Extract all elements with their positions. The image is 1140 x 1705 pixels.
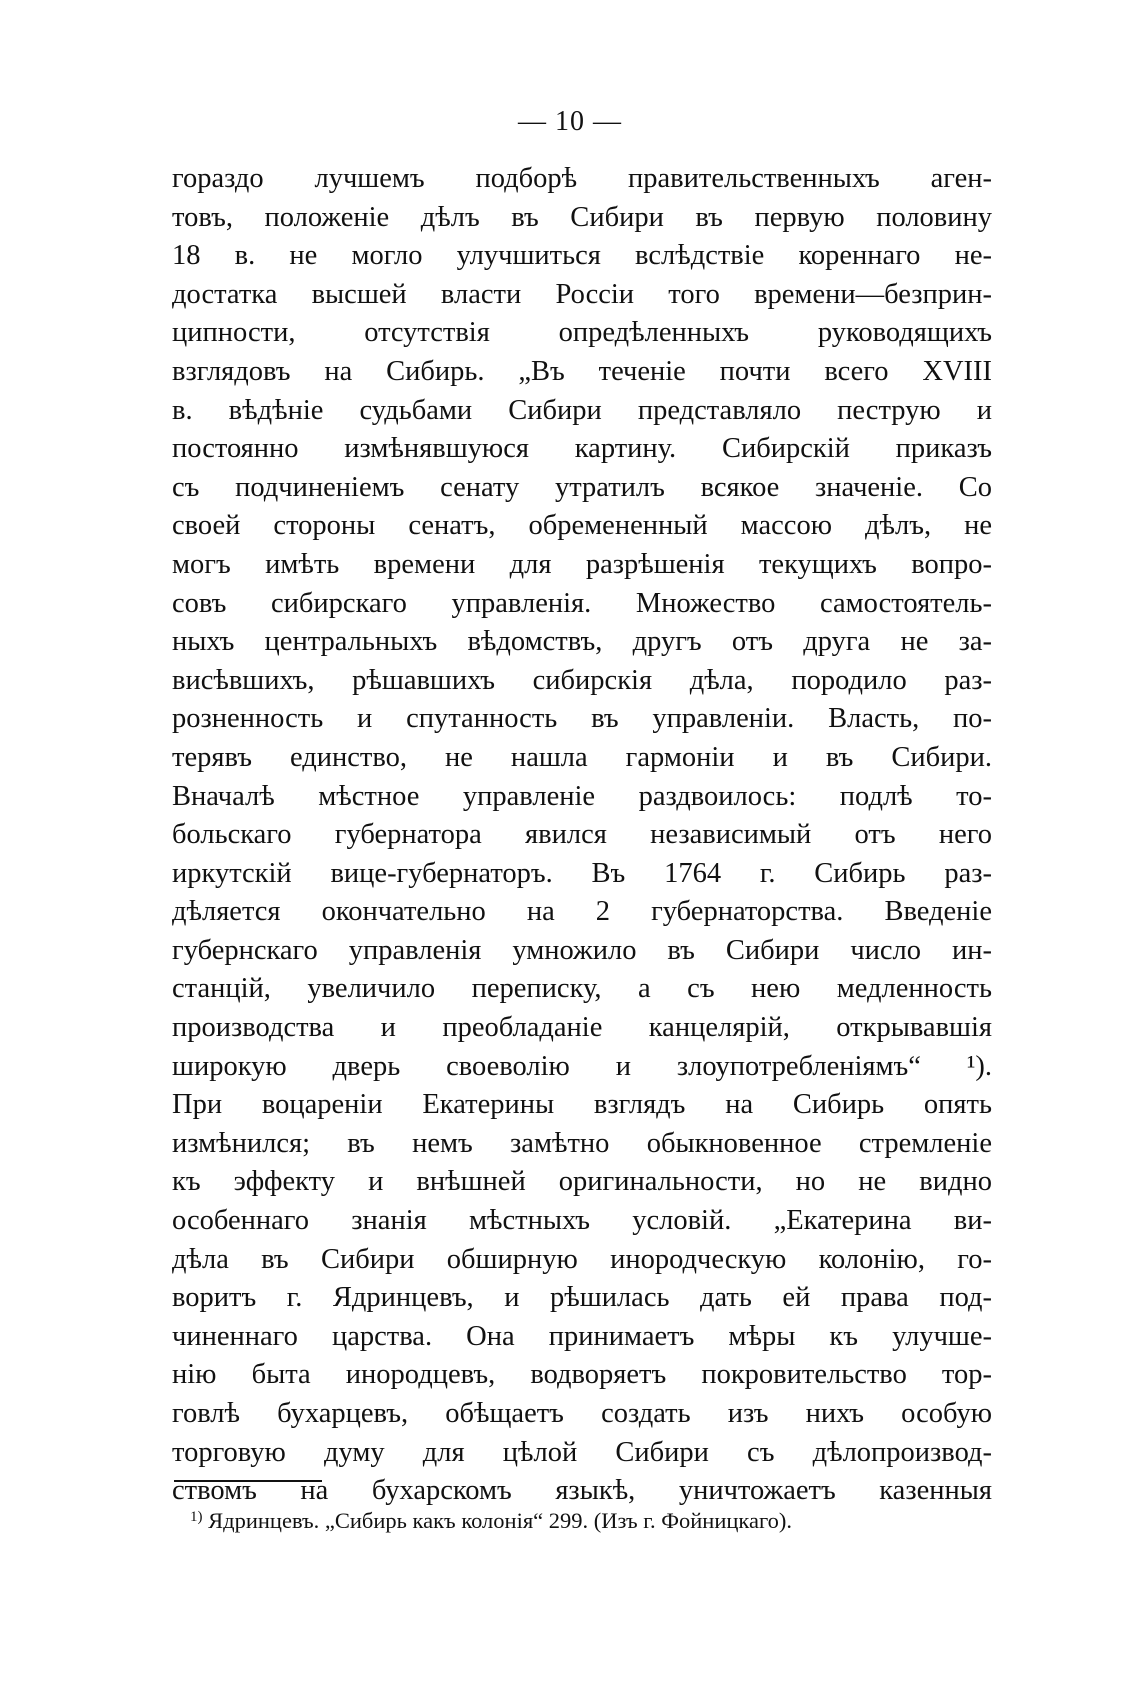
- text-line: ствомъ на бухарскомъ языкѣ, уничтожаетъ казенныя: [172, 1475, 992, 1507]
- text-line: производства и преобладаніе канцелярій, открывавшія: [172, 1012, 992, 1044]
- text-line: дѣла въ Сибири обширную инородческую колонію, го-: [172, 1243, 992, 1275]
- text-line: могъ имѣть времени для разрѣшенія текущихъ вопро-: [172, 548, 992, 580]
- text-line: в. вѣдѣніе судьбами Сибири представляло пеструю и: [172, 394, 992, 426]
- text-line: взглядовъ на Сибирь. „Въ теченіе почти всего XVIII: [172, 355, 992, 387]
- footnote-text: Ядринцевъ. „Сибирь какъ колонія“ 299. (Изъ г. Фойницкаго).: [208, 1508, 793, 1533]
- text-line: товъ, положеніе дѣлъ въ Сибири въ первую половину: [172, 201, 992, 233]
- text-line: говлѣ бухарцевъ, обѣщаетъ создать изъ нихъ особую: [172, 1398, 992, 1429]
- text-line: торговую думу для цѣлой Сибири съ дѣлопроизвод-: [172, 1436, 992, 1468]
- footnote-divider: [174, 1480, 322, 1482]
- text-line: гораздо лучшемъ подборѣ правительственныхъ аген-: [172, 163, 992, 194]
- text-line: дѣляется окончательно на 2 губернаторства. Введеніе: [172, 896, 992, 928]
- text-line: съ подчиненіемъ сенату утратилъ всякое значеніе. Со: [172, 471, 992, 503]
- text-line: воритъ г. Ядринцевъ, и рѣшилась дать ей права под-: [172, 1282, 992, 1314]
- text-line: иркутскій вице-губернаторъ. Въ 1764 г. Сибирь раз-: [172, 857, 992, 889]
- text-line: терявъ единство, не нашла гармоніи и въ Сибири.: [172, 741, 992, 773]
- text-line: Вначалѣ мѣстное управленіе раздвоилось: подлѣ то-: [172, 780, 992, 812]
- text-line: широкую дверь своеволію и злоупотребленіямъ“ ¹).: [172, 1050, 992, 1082]
- text-line: измѣнился; въ немъ замѣтно обыкновенное стремленіе: [172, 1127, 992, 1159]
- text-line: особеннаго знанія мѣстныхъ условій. „Екатерина ви-: [172, 1205, 992, 1237]
- text-line: станцій, увеличило переписку, а съ нею медленность: [172, 973, 992, 1005]
- text-line: достатка высшей власти Россіи того времени—безприн-: [172, 278, 992, 310]
- text-line: постоянно измѣнявшуюся картину. Сибирскій приказъ: [172, 433, 992, 465]
- text-line: При воцареніи Екатерины взглядъ на Сибирь опять: [172, 1089, 992, 1121]
- body-text: [172, 160, 992, 1511]
- text-line: больскаго губернатора явился независимый отъ него: [172, 819, 992, 851]
- text-line: совъ сибирскаго управленія. Множество самостоятель-: [172, 587, 992, 619]
- footnote-marker: 1): [190, 1509, 203, 1525]
- text-line: своей стороны сенатъ, обремененный массою дѣлъ, не: [172, 510, 992, 542]
- text-line: ципности, отсутствія опредѣленныхъ руководящихъ: [172, 317, 992, 349]
- text-line: губернскаго управленія умножило въ Сибири число ин-: [172, 934, 992, 966]
- text-line: нію быта инородцевъ, водворяетъ покровительство тор-: [172, 1359, 992, 1391]
- text-line: къ эффекту и внѣшней оригинальности, но не видно: [172, 1166, 992, 1198]
- text-line: чиненнаго царства. Она принимаетъ мѣры къ улучше-: [172, 1320, 992, 1352]
- text-line: 18 в. не могло улучшиться вслѣдствіе кореннаго не-: [172, 240, 992, 272]
- page-number: — 10 —: [518, 106, 622, 137]
- text-line: висѣвшихъ, рѣшавшихъ сибирскія дѣла, породило раз-: [172, 664, 992, 696]
- footnote: [190, 1502, 990, 1536]
- text-line: ныхъ центральныхъ вѣдомствъ, другъ отъ друга не за-: [172, 626, 992, 658]
- text-line: розненность и спутанность въ управленіи. Власть, по-: [172, 703, 992, 735]
